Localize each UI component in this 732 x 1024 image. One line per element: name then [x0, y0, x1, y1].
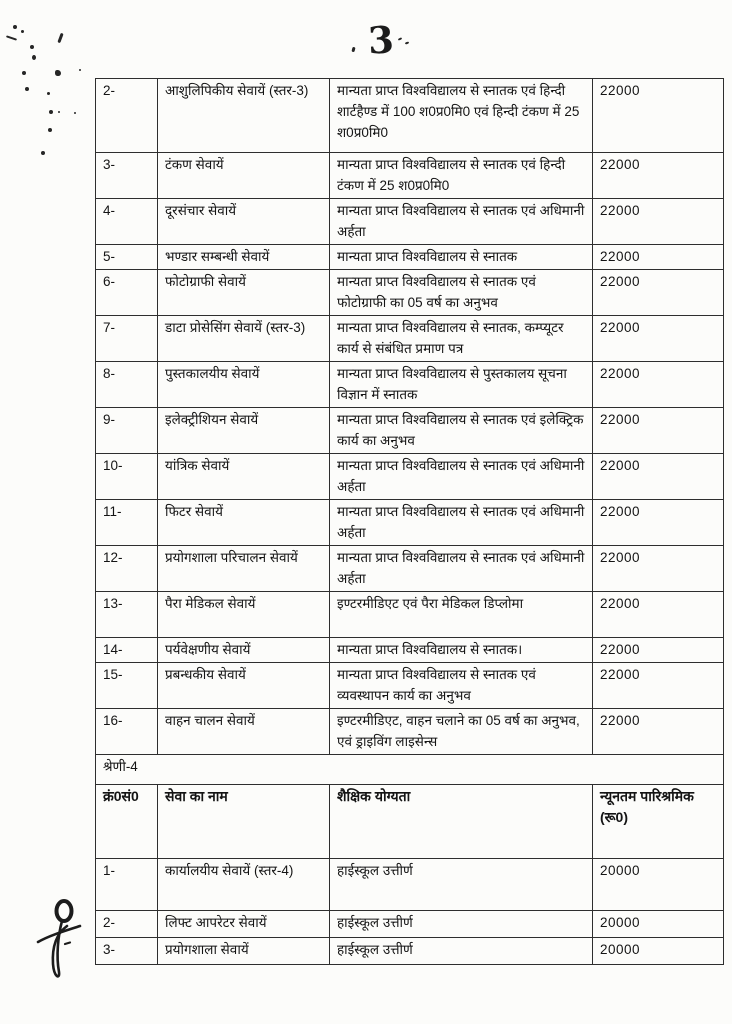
table-row: [96, 546, 724, 592]
cell-service: प्रबन्धकीय सेवायें: [158, 663, 330, 709]
cell-wage: 22000: [593, 153, 724, 199]
cell-qualification: मान्यता प्राप्त विश्वविद्यालय से स्नातक एवं व्यवस्थापन कार्य का अनुभव: [330, 663, 593, 709]
cell-wage: 22000: [593, 546, 724, 592]
cell-serial: 3-: [96, 938, 158, 965]
cell-qualification: इण्टरमीडिएट, वाहन चलाने का 05 वर्ष का अनुभव, एवं ड्राइविंग लाइसेन्स: [330, 709, 593, 755]
cell-serial: 2-: [96, 911, 158, 938]
cell-service: प्रयोगशाला परिचालन सेवायें: [158, 546, 330, 592]
cell-qualification: हाईस्कूल उत्तीर्ण: [330, 938, 593, 965]
column-header-qualification: शैक्षिक योग्यता: [330, 785, 593, 859]
cell-wage: 22000: [593, 592, 724, 638]
cell-qualification: मान्यता प्राप्त विश्वविद्यालय से स्नातक एवं अधिमानी अर्हता: [330, 199, 593, 245]
cell-qualification: मान्यता प्राप्त विश्वविद्यालय से स्नातक एवं अधिमानी अर्हता: [330, 500, 593, 546]
table-row: [96, 663, 724, 709]
cell-qualification: इण्टरमीडिएट एवं पैरा मेडिकल डिप्लोमा: [330, 592, 593, 638]
table-row: [96, 938, 724, 965]
cell-service: भण्डार सम्बन्धी सेवायें: [158, 245, 330, 270]
table-row: [96, 911, 724, 938]
cell-serial: 8-: [96, 362, 158, 408]
cell-service: फोटोग्राफी सेवायें: [158, 270, 330, 316]
cell-serial: 1-: [96, 859, 158, 911]
cell-wage: 22000: [593, 270, 724, 316]
category-divider-row: [96, 755, 724, 785]
cell-serial: 2-: [96, 79, 158, 153]
cell-wage: 20000: [593, 938, 724, 965]
cell-serial: 5-: [96, 245, 158, 270]
cell-service: प्रयोगशाला सेवायें: [158, 938, 330, 965]
cell-wage: 22000: [593, 663, 724, 709]
page-number: 3: [366, 17, 395, 63]
cell-serial: 14-: [96, 638, 158, 663]
cell-qualification: मान्यता प्राप्त विश्वविद्यालय से स्नातक एवं हिन्दी शार्टहैण्ड में 100 श0प्र0मि0 एवं हिन्दी टंकण में 25 श0प्र0मि0: [330, 79, 593, 153]
cell-wage: 22000: [593, 454, 724, 500]
cell-qualification: हाईस्कूल उत्तीर्ण: [330, 859, 593, 911]
signature-mark: [36, 896, 82, 988]
category-divider-label: श्रेणी-4: [96, 755, 724, 785]
cell-wage: 20000: [593, 859, 724, 911]
cell-wage: 22000: [593, 316, 724, 362]
cell-serial: 9-: [96, 408, 158, 454]
cell-service: कार्यालयीय सेवायें (स्तर-4): [158, 859, 330, 911]
cell-wage: 22000: [593, 199, 724, 245]
table-row: [96, 245, 724, 270]
cell-qualification: मान्यता प्राप्त विश्वविद्यालय से स्नातक एवं फोटोग्राफी का 05 वर्ष का अनुभव: [330, 270, 593, 316]
table-row: [96, 408, 724, 454]
cell-service: पैरा मेडिकल सेवायें: [158, 592, 330, 638]
cell-wage: 22000: [593, 500, 724, 546]
table-header-row: [96, 785, 724, 859]
column-header-service: सेवा का नाम: [158, 785, 330, 859]
cell-wage: 22000: [593, 408, 724, 454]
table-row: [96, 500, 724, 546]
cell-qualification: मान्यता प्राप्त विश्वविद्यालय से स्नातक एवं हिन्दी टंकण में 25 श0प्र0मि0: [330, 153, 593, 199]
cell-service: पुस्तकालयीय सेवायें: [158, 362, 330, 408]
cell-wage: 22000: [593, 245, 724, 270]
cell-qualification: मान्यता प्राप्त विश्वविद्यालय से स्नातक।: [330, 638, 593, 663]
cell-service: लिफ्ट आपरेटर सेवायें: [158, 911, 330, 938]
cell-qualification: मान्यता प्राप्त विश्वविद्यालय से स्नातक एवं अधिमानी अर्हता: [330, 546, 593, 592]
cell-wage: 22000: [593, 638, 724, 663]
table-row: [96, 79, 724, 153]
cell-wage: 22000: [593, 362, 724, 408]
cell-serial: 13-: [96, 592, 158, 638]
cell-serial: 15-: [96, 663, 158, 709]
cell-qualification: मान्यता प्राप्त विश्वविद्यालय से पुस्तकालय सूचना विज्ञान में स्नातक: [330, 362, 593, 408]
cell-serial: 4-: [96, 199, 158, 245]
cell-qualification: मान्यता प्राप्त विश्वविद्यालय से स्नातक एवं इलेक्ट्रिक कार्य का अनुभव: [330, 408, 593, 454]
table-row: [96, 709, 724, 755]
column-header-serial: क्रं0सं0: [96, 785, 158, 859]
wages-table: [95, 78, 724, 965]
cell-wage: 20000: [593, 911, 724, 938]
table-row: [96, 454, 724, 500]
table-row: [96, 592, 724, 638]
cell-serial: 12-: [96, 546, 158, 592]
cell-serial: 7-: [96, 316, 158, 362]
cell-qualification: मान्यता प्राप्त विश्वविद्यालय से स्नातक: [330, 245, 593, 270]
cell-service: वाहन चालन सेवायें: [158, 709, 330, 755]
cell-qualification: मान्यता प्राप्त विश्वविद्यालय से स्नातक, कम्प्यूटर कार्य से संबंधित प्रमाण पत्र: [330, 316, 593, 362]
column-header-wage: न्यूनतम पारिश्रमिक (रू0): [593, 785, 724, 859]
cell-service: आशुलिपिकीय सेवायें (स्तर-3): [158, 79, 330, 153]
cell-service: इलेक्ट्रीशियन सेवायें: [158, 408, 330, 454]
cell-qualification: हाईस्कूल उत्तीर्ण: [330, 911, 593, 938]
cell-serial: 3-: [96, 153, 158, 199]
cell-service: फिटर सेवायें: [158, 500, 330, 546]
table-row: [96, 199, 724, 245]
cell-service: पर्यवेक्षणीय सेवायें: [158, 638, 330, 663]
cell-qualification: मान्यता प्राप्त विश्वविद्यालय से स्नातक एवं अधिमानी अर्हता: [330, 454, 593, 500]
table-row: [96, 316, 724, 362]
cell-serial: 11-: [96, 500, 158, 546]
cell-service: टंकण सेवायें: [158, 153, 330, 199]
cell-serial: 6-: [96, 270, 158, 316]
cell-wage: 22000: [593, 709, 724, 755]
cell-wage: 22000: [593, 79, 724, 153]
cell-service: दूरसंचार सेवायें: [158, 199, 330, 245]
cell-service: डाटा प्रोसेसिंग सेवायें (स्तर-3): [158, 316, 330, 362]
table-row: [96, 362, 724, 408]
cell-serial: 10-: [96, 454, 158, 500]
cell-service: यांत्रिक सेवायें: [158, 454, 330, 500]
table-row: [96, 638, 724, 663]
table-row: [96, 270, 724, 316]
table-row: [96, 859, 724, 911]
cell-serial: 16-: [96, 709, 158, 755]
table-row: [96, 153, 724, 199]
